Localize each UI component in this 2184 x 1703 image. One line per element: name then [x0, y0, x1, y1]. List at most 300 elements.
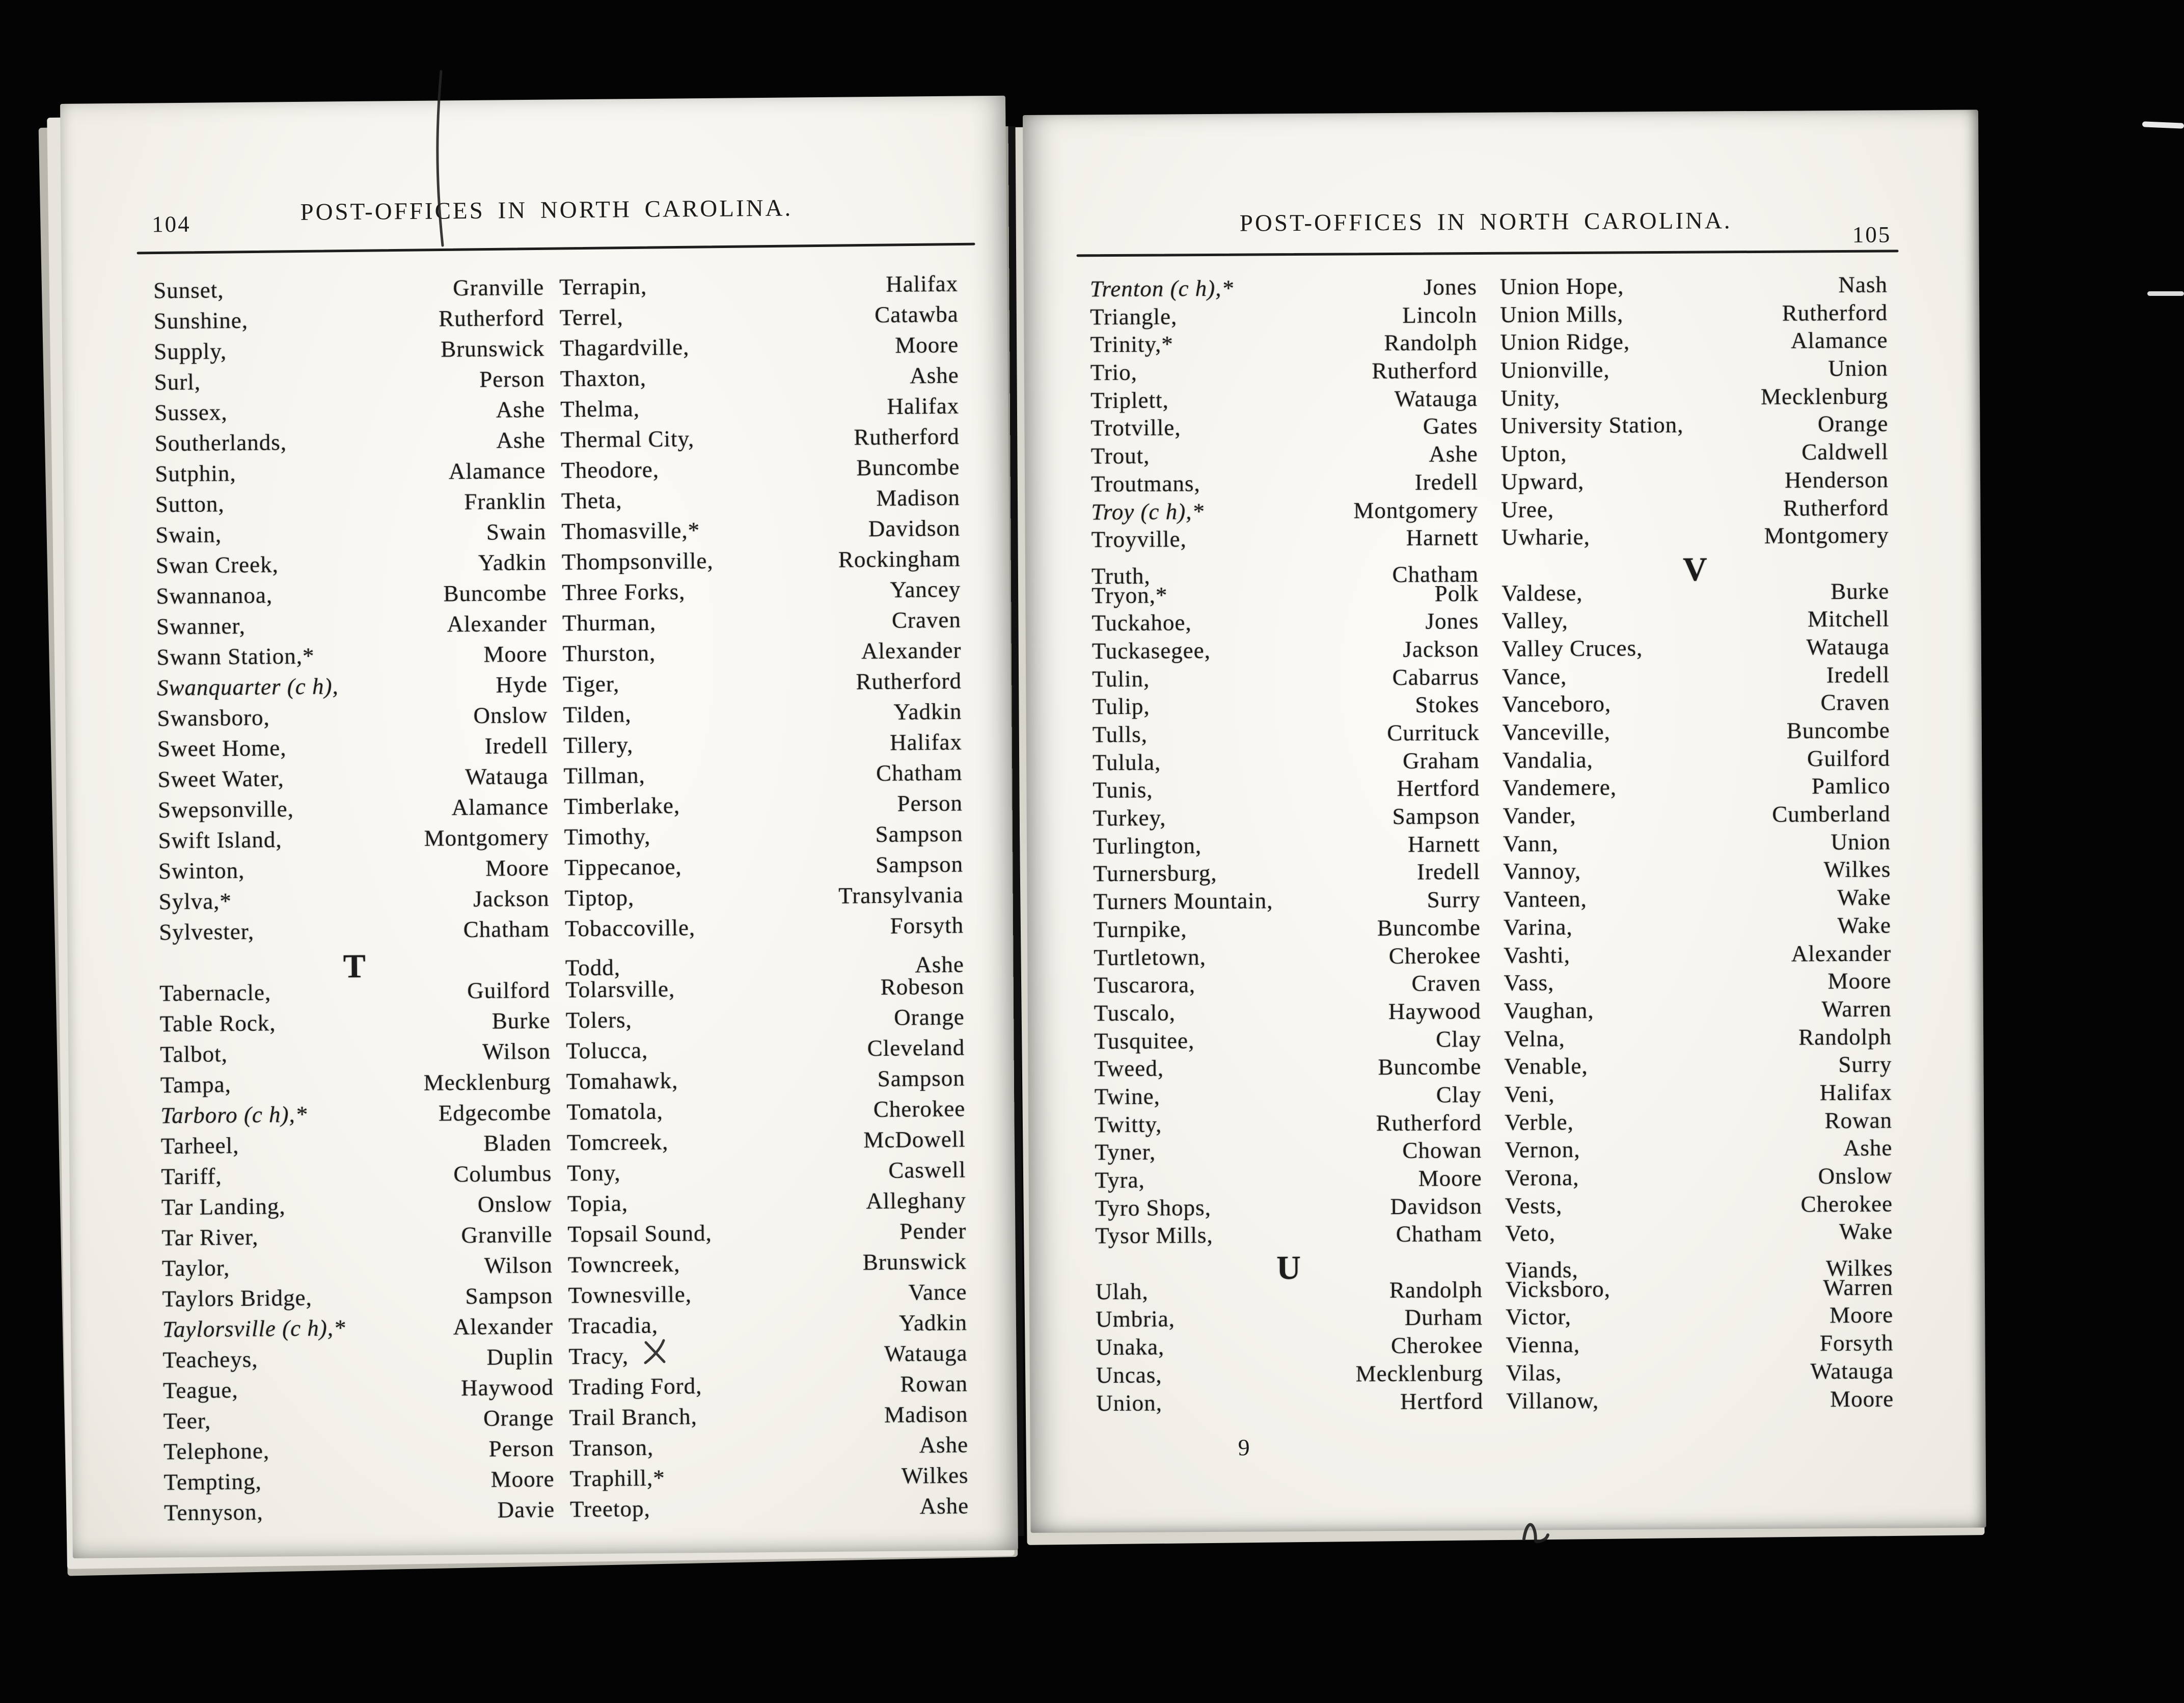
post-office-name: Swannanoa, [156, 582, 273, 609]
post-office-name: Turnersburg, [1093, 860, 1217, 887]
county-name: Cherokee [1388, 942, 1481, 969]
post-office-name: Vilas, [1506, 1359, 1562, 1386]
county-name: Hertford [1400, 1388, 1484, 1414]
county-name: Wake [1837, 912, 1892, 938]
post-office-name: Transon, [569, 1434, 654, 1461]
county-name: Catawba [875, 301, 959, 328]
county-name: Warren [1823, 1274, 1894, 1301]
post-office-name: Thaxton, [560, 365, 647, 392]
post-office-name: Swanquarter (c h), [156, 673, 339, 701]
county-name: Wilson [484, 1252, 553, 1278]
county-name: Warren [1821, 996, 1892, 1022]
post-office-name: Thurman, [562, 609, 657, 636]
post-office-name: Troy (c h),* [1091, 498, 1205, 525]
county-name: Moore [1830, 1302, 1894, 1328]
county-name: Wilkes [1823, 856, 1891, 883]
left-page [60, 96, 1018, 1558]
post-office-name: Sunset, [153, 277, 224, 304]
post-office-name: Twitty, [1094, 1111, 1162, 1137]
county-name: Rutherford [439, 305, 544, 332]
county-name: Buncombe [443, 580, 547, 607]
county-name: Rutherford [854, 423, 960, 450]
county-name: Cleveland [867, 1034, 965, 1061]
county-name: Gates [1423, 413, 1478, 440]
post-office-name: Victor, [1506, 1304, 1572, 1330]
county-name: Mecklenburg [423, 1068, 552, 1095]
post-office-name: Swift Island, [158, 827, 282, 854]
post-office-name: Tuckasegee, [1091, 637, 1211, 664]
county-name: Durham [1404, 1304, 1483, 1331]
county-name: Person [897, 790, 963, 816]
post-office-name: Tobaccoville, [564, 915, 696, 942]
county-name: Person [488, 1435, 555, 1462]
post-office-name: Swan Creek, [155, 552, 279, 579]
county-name: Alamance [1790, 327, 1888, 353]
county-name: Moore [894, 332, 959, 358]
county-name: Mecklenburg [1355, 1360, 1483, 1387]
county-name: Onslow [477, 1191, 553, 1217]
post-office-name: Triangle, [1090, 304, 1178, 329]
page-title: POST-OFFICES IN NORTH CAROLINA. [300, 195, 793, 226]
county-name: Onslow [1818, 1163, 1893, 1189]
county-name: Mecklenburg [1760, 383, 1889, 409]
county-name: Harnett [1407, 831, 1481, 857]
post-office-name: Vanceville, [1502, 719, 1611, 745]
post-office-name: Tomcreek, [566, 1129, 669, 1156]
county-name: Duplin [486, 1343, 554, 1370]
county-name: Guilford [1807, 745, 1891, 772]
post-office-name: Tiger, [562, 671, 620, 697]
post-office-name: Telephone, [163, 1438, 270, 1465]
post-office-name: Table Rock, [159, 1010, 276, 1037]
county-name: Rutherford [856, 668, 962, 695]
post-office-name: Tyro Shops, [1095, 1194, 1211, 1221]
county-name: Yadkin [478, 549, 547, 575]
header-rule [137, 243, 975, 255]
post-office-name: Tempting, [163, 1468, 262, 1495]
county-name: Clay [1436, 1026, 1482, 1052]
post-office-name: Uree, [1501, 496, 1554, 523]
county-name: Moore [1418, 1165, 1482, 1191]
post-office-name: Sutton, [155, 491, 225, 517]
post-office-name: Swansboro, [157, 704, 270, 731]
post-office-name: Topsail Sound, [567, 1220, 712, 1247]
county-name: Burke [492, 1007, 551, 1034]
county-name: Jackson [473, 885, 550, 912]
county-name: Yancey [890, 576, 961, 602]
table-row [1030, 1387, 1985, 1420]
county-name: Orange [483, 1405, 554, 1431]
county-name: Nash [1838, 271, 1888, 298]
post-office-name: Trenton (c h),* [1089, 275, 1234, 302]
post-office-name: Tulip, [1092, 693, 1150, 720]
post-office-name: Thompsonville, [561, 547, 714, 575]
county-name: Cabarrus [1392, 664, 1480, 690]
post-office-name: Swanner, [156, 613, 246, 640]
post-office-name: Theodore, [561, 456, 660, 483]
post-office-name: Union Ridge, [1500, 328, 1630, 355]
post-office-name: Ulah, [1095, 1278, 1149, 1304]
county-name: Person [479, 366, 545, 392]
county-name: Alexander [447, 610, 548, 637]
post-office-name: Tarheel, [160, 1133, 239, 1159]
post-office-name: Thermal City, [560, 426, 695, 453]
county-name: Ashe [1429, 441, 1478, 467]
county-name: Columbus [453, 1160, 552, 1187]
post-office-name: Teague, [162, 1377, 238, 1404]
post-office-name: Tweed, [1094, 1055, 1164, 1082]
post-office-name: Tarboro (c h),* [160, 1101, 308, 1129]
post-office-name: Thomasville,* [561, 517, 700, 544]
post-office-name: Traphill,* [569, 1465, 665, 1492]
county-name: Union [1828, 355, 1888, 381]
county-name: Halifax [889, 729, 963, 755]
page-number-right: 105 [1852, 222, 1892, 248]
table-row [72, 1494, 1018, 1533]
post-office-name: Tracy, [568, 1343, 629, 1369]
county-name: Ashe [1843, 1135, 1893, 1161]
post-office-name: Swinton, [158, 857, 245, 884]
post-office-name: Tusquitee, [1094, 1027, 1195, 1054]
section-letter: U [1276, 1249, 1302, 1287]
county-name: Alexander [861, 637, 962, 664]
county-name: Randolph [1384, 329, 1478, 356]
county-name: Henderson [1784, 466, 1889, 493]
county-name: Onslow [473, 702, 548, 728]
county-name: Stokes [1415, 692, 1480, 718]
county-name: Jackson [1403, 636, 1480, 662]
county-name: Jones [1423, 274, 1478, 300]
post-office-name: Sunshine, [153, 307, 249, 334]
post-office-name: Tampa, [160, 1072, 232, 1098]
county-name: Watauga [1806, 634, 1890, 660]
post-office-name: Sutphin, [155, 460, 236, 487]
post-office-name: Sweet Home, [157, 735, 287, 762]
post-office-name: Valley Cruces, [1502, 635, 1643, 662]
post-office-name: Tuscarora, [1094, 972, 1196, 998]
post-office-name: Tar Landing, [161, 1193, 286, 1220]
post-office-name: Vanceboro, [1502, 691, 1612, 718]
post-office-name: Vicksboro, [1505, 1276, 1611, 1302]
post-office-name: Umbria, [1096, 1306, 1176, 1332]
county-name: Montgomery [1353, 497, 1479, 523]
film-edge-artifact [2142, 121, 2184, 129]
post-office-name: Thagardville, [560, 334, 690, 361]
post-office-name: Timothy, [564, 823, 651, 850]
county-name: Bladen [483, 1130, 552, 1156]
county-name: Lincoln [1402, 301, 1478, 328]
county-name: Granville [461, 1221, 553, 1248]
county-name: Haywood [1388, 998, 1481, 1024]
post-office-name: Villanow, [1506, 1387, 1599, 1414]
post-office-name: Vass, [1504, 970, 1554, 996]
post-office-name: Tillery, [563, 732, 634, 758]
post-office-name: Tryon,* [1091, 582, 1168, 608]
county-name: Alamance [451, 793, 549, 820]
county-name: Franklin [464, 488, 547, 515]
post-office-name: Tyner, [1095, 1139, 1156, 1165]
county-name: Orange [1817, 410, 1889, 437]
post-office-name: Unaka, [1096, 1334, 1165, 1360]
post-office-name: Upton, [1500, 441, 1567, 466]
post-office-name: Twine, [1094, 1083, 1160, 1110]
county-name: Watauga [1394, 385, 1478, 411]
county-name: Sampson [1392, 803, 1480, 830]
county-name: Mitchell [1807, 606, 1890, 632]
post-office-name: Troyville, [1091, 526, 1187, 553]
county-name: Edgecombe [438, 1099, 552, 1126]
county-name: Haywood [460, 1374, 554, 1401]
county-name: Buncombe [1378, 1054, 1482, 1080]
post-office-name: Theta, [561, 487, 622, 514]
county-name: Sampson [875, 820, 963, 847]
county-name: Watauga [1810, 1358, 1894, 1384]
county-name: Watauga [465, 763, 549, 790]
county-name: Iredell [1414, 469, 1479, 495]
county-name: Pender [899, 1218, 967, 1244]
post-office-name: Townesville, [568, 1281, 692, 1308]
post-office-name: Tony, [567, 1160, 621, 1186]
post-office-name: Topia, [567, 1190, 629, 1217]
county-name: Sampson [877, 1065, 965, 1092]
post-office-name: Triplett, [1090, 387, 1169, 414]
post-office-name: Valley, [1502, 608, 1568, 634]
post-office-name: Treetop, [569, 1495, 650, 1522]
post-office-name: Turkey, [1093, 805, 1166, 831]
county-name: Polk [1434, 580, 1479, 607]
post-office-name: Varina, [1503, 914, 1573, 940]
post-office-name: Tolucca, [566, 1037, 648, 1064]
county-name: Chatham [876, 759, 963, 786]
post-office-name: Tariff, [161, 1163, 222, 1190]
county-name: Madison [884, 1401, 968, 1427]
county-name: Graham [1403, 747, 1480, 774]
county-name: Wilkes [901, 1462, 969, 1489]
county-name: Craven [1411, 970, 1481, 996]
county-name: Moore [1830, 1385, 1894, 1412]
county-name: Alexander [453, 1313, 554, 1340]
county-name: Craven [1820, 689, 1890, 716]
county-name: Rutherford [1783, 495, 1889, 521]
post-office-name: Trading Ford, [568, 1373, 702, 1400]
county-name: Hertford [1397, 775, 1480, 802]
post-office-name: Vander, [1503, 803, 1576, 829]
right-page [1023, 110, 1986, 1533]
post-office-name: Turners Mountain, [1093, 888, 1273, 915]
post-office-name: Vanteen, [1503, 886, 1587, 912]
county-name: Brunswick [862, 1248, 967, 1275]
county-name: Ashe [915, 951, 965, 978]
post-office-name: Three Forks, [562, 579, 686, 606]
county-name: Robeson [880, 973, 965, 1000]
county-name: Granville [453, 274, 544, 301]
county-name: Randolph [1798, 1024, 1892, 1050]
post-office-name: Tiptop, [564, 885, 635, 911]
post-office-name: Vernon, [1505, 1137, 1580, 1163]
post-office-name: Vashti, [1504, 942, 1571, 968]
county-name: Chatham [463, 916, 550, 943]
post-office-name: Tar River, [161, 1224, 259, 1251]
post-office-name: Valdese, [1502, 580, 1583, 606]
post-office-name: Trout, [1090, 443, 1150, 469]
post-office-name: Turlington, [1093, 832, 1202, 859]
post-office-name: Tyra, [1095, 1167, 1145, 1193]
post-office-name: Turnpike, [1093, 916, 1187, 943]
county-name: Forsyth [1819, 1330, 1894, 1356]
county-name: Swain [486, 518, 547, 545]
post-office-name: Vienna, [1506, 1332, 1580, 1358]
post-office-name: Vandalia, [1502, 747, 1593, 773]
county-name: Yadkin [893, 698, 962, 725]
county-name: Davidson [1390, 1193, 1483, 1219]
post-office-name: Terrapin, [559, 273, 647, 300]
section-letter: T [343, 947, 367, 985]
county-name: Randolph [1389, 1276, 1483, 1303]
county-name: Iredell [1826, 662, 1890, 688]
county-name: Watauga [884, 1340, 968, 1366]
post-office-name: Truth, [1091, 563, 1151, 589]
post-office-name: Taylorsville (c h),* [162, 1315, 346, 1342]
post-office-name: Sylvester, [158, 918, 255, 945]
post-office-name: Union Mills, [1500, 301, 1624, 327]
post-office-name: Tennyson, [163, 1499, 263, 1526]
county-name: Vance [908, 1279, 967, 1305]
county-name: Madison [876, 484, 961, 511]
county-name: Sampson [465, 1282, 553, 1309]
county-name: Guilford [467, 977, 551, 1004]
county-name: Davie [497, 1496, 555, 1523]
post-office-name: Venable, [1504, 1053, 1588, 1079]
county-name: Halifax [885, 270, 959, 297]
post-office-name: Vaughan, [1504, 997, 1594, 1024]
county-name: Rowan [900, 1370, 968, 1397]
county-name: Ashe [919, 1432, 969, 1458]
post-office-name: Turtletown, [1094, 944, 1206, 970]
county-name: Moore [485, 855, 550, 881]
post-office-name: Tunis, [1093, 777, 1153, 803]
post-office-name: Union, [1096, 1390, 1163, 1416]
post-office-name: Taylor, [161, 1255, 230, 1281]
county-name: Rutherford [1372, 358, 1478, 384]
post-office-name: Tuckahoe, [1091, 610, 1192, 636]
post-office-name: Tabernacle, [159, 979, 271, 1006]
county-name: Wake [1837, 884, 1891, 911]
county-name: Orange [894, 1004, 965, 1030]
county-name: Wilkes [1825, 1255, 1893, 1281]
post-office-name: Thurston, [562, 640, 656, 667]
post-office-name: Talbot, [160, 1041, 228, 1067]
county-name: Harnett [1406, 525, 1479, 551]
post-office-name: Unity, [1500, 384, 1561, 411]
county-name: Rowan [1824, 1107, 1893, 1133]
post-office-list [62, 272, 1018, 1533]
post-office-name: Upward, [1500, 468, 1585, 495]
film-edge-artifact [2147, 291, 2184, 296]
county-name: Moore [490, 1466, 555, 1492]
county-name: Clay [1436, 1081, 1482, 1108]
post-office-name: Tilden, [563, 701, 632, 728]
post-office-name: Towncreek, [567, 1251, 680, 1278]
county-name: McDowell [863, 1126, 966, 1153]
post-office-name: Vandemere, [1503, 774, 1617, 801]
county-name: Caswell [888, 1157, 966, 1183]
county-name: Ashe [496, 396, 545, 423]
county-name: Yadkin [898, 1309, 968, 1336]
post-office-name: Swepsonville, [157, 796, 294, 823]
post-office-name: Unionville, [1500, 356, 1610, 383]
post-office-name: Timberlake, [563, 792, 680, 819]
county-name: Montgomery [424, 824, 549, 851]
post-office-name: Uncas, [1096, 1362, 1162, 1388]
county-name: Rutherford [1782, 299, 1888, 326]
county-name: Ashe [910, 362, 959, 389]
post-office-name: Uwharie, [1501, 524, 1590, 550]
post-office-name: Trio, [1090, 359, 1138, 386]
county-name: Rockingham [838, 545, 961, 572]
post-office-name: Vann, [1503, 830, 1559, 857]
county-name: Moore [1827, 968, 1892, 994]
county-name: Montgomery [1764, 522, 1889, 549]
county-name: Chatham [1396, 1221, 1483, 1247]
post-office-name: Tracadia, [568, 1312, 659, 1339]
county-name: Buncombe [1377, 914, 1481, 941]
post-office-name: Tolarsville, [565, 976, 675, 1003]
post-office-name: Tomatola, [566, 1098, 664, 1125]
county-name: Buncombe [1786, 717, 1890, 744]
post-office-name: Veni, [1504, 1081, 1555, 1107]
county-name: Cumberland [1772, 801, 1891, 827]
post-office-name: Sylva,* [158, 888, 232, 915]
county-name: Wilson [482, 1038, 551, 1064]
county-name: Buncombe [856, 454, 960, 481]
post-office-name: Vannoy, [1503, 858, 1581, 885]
county-name: Forsyth [890, 912, 964, 939]
county-name: Surry [1427, 887, 1481, 913]
county-name: Currituck [1387, 720, 1480, 746]
county-name: Wake [1839, 1218, 1893, 1245]
post-office-name: Sussex, [154, 399, 228, 426]
post-office-name: Velna, [1504, 1025, 1565, 1052]
county-name: Moore [483, 641, 548, 667]
county-name: Caldwell [1801, 438, 1889, 465]
county-name: Davidson [868, 515, 961, 542]
county-name: Pamlico [1811, 773, 1891, 799]
post-office-name: Teer, [163, 1408, 211, 1434]
post-office-name: Tolers, [565, 1007, 633, 1033]
county-name: Cherokee [1390, 1332, 1483, 1359]
post-office-name: Veto, [1505, 1220, 1556, 1247]
post-office-name: Tulula, [1092, 749, 1161, 775]
post-office-name: Swann Station,* [156, 643, 315, 670]
post-office-name: Union Hope, [1499, 273, 1624, 299]
post-office-name: Supply, [154, 338, 227, 365]
post-office-name: Thelma, [560, 396, 640, 422]
post-office-name: Viands, [1505, 1257, 1578, 1283]
county-name: Brunswick [441, 335, 545, 362]
county-name: Iredell [484, 732, 549, 759]
post-office-name: Tippecanoe, [564, 854, 682, 881]
county-name: Halifax [1819, 1079, 1892, 1106]
post-office-name: Vests, [1505, 1192, 1563, 1219]
county-name: Burke [1831, 578, 1890, 604]
post-office-name: Sweet Water, [157, 765, 284, 792]
header-rule [1077, 250, 1899, 257]
page-number-left: 104 [151, 211, 191, 237]
post-office-name: Tulin, [1092, 666, 1150, 692]
post-office-name: Teacheys, [162, 1346, 258, 1373]
signature-number: 9 [1238, 1434, 1250, 1461]
county-name: Hyde [496, 671, 548, 698]
